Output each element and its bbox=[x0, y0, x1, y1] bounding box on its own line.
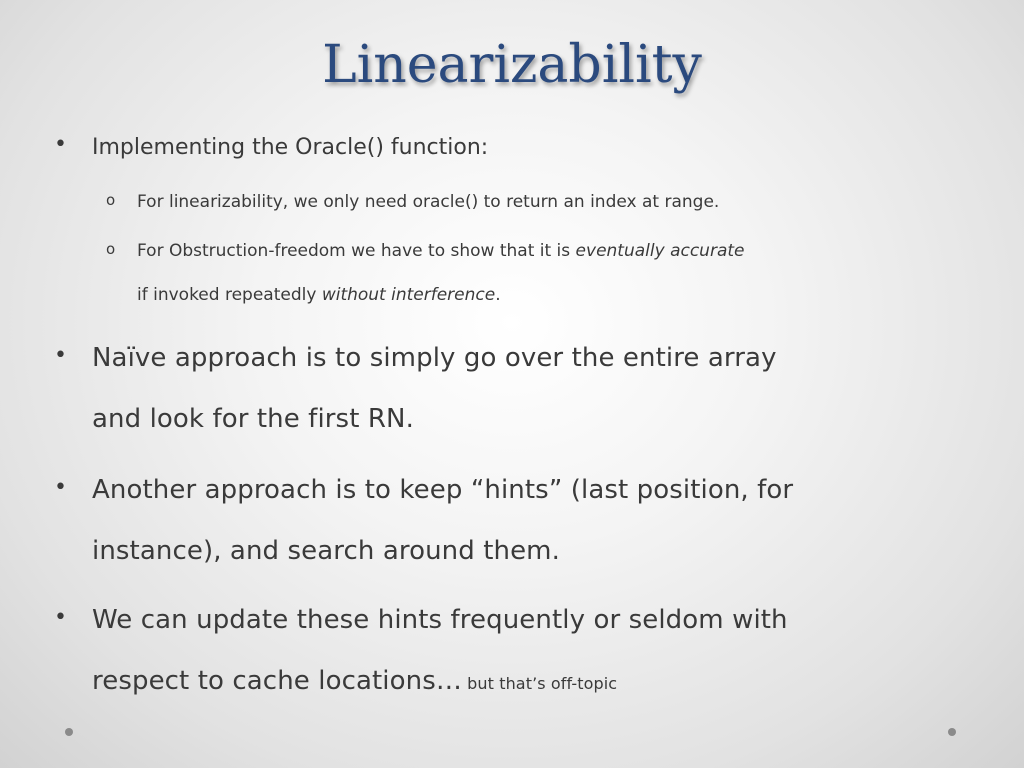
bullet-text-hints-line1: Another approach is to keep “hints” (last position, for bbox=[92, 475, 794, 505]
subbullet-marker: o bbox=[106, 191, 116, 209]
subbullet-text-emphasis: without interference bbox=[321, 285, 496, 305]
bullet-marker: • bbox=[54, 475, 67, 500]
bullet-marker: • bbox=[54, 343, 67, 368]
subbullet-text-emphasis: eventually accurate bbox=[575, 241, 745, 261]
subbullet-text-obstruction-line1 bbox=[137, 229, 744, 274]
bullet-text-oracle: Implementing the Oracle() function: bbox=[92, 135, 489, 160]
corner-dot-left bbox=[65, 728, 73, 736]
bullet-text-update-aside: but that’s off-topic bbox=[461, 674, 618, 693]
subbullet-text-obstruction-line2 bbox=[137, 273, 501, 318]
bullet-text-hints-line2: instance), and search around them. bbox=[92, 536, 560, 566]
bullet-text-update-line1: We can update these hints frequently or seldom with bbox=[92, 605, 788, 635]
slide-title: Linearizability bbox=[322, 35, 702, 95]
bullet-marker: • bbox=[54, 132, 67, 157]
subbullet-text-suffix: . bbox=[495, 285, 501, 305]
corner-dot-right bbox=[948, 728, 956, 736]
bullet-marker: • bbox=[54, 605, 67, 630]
bullet-text-update-main: respect to cache locations… bbox=[92, 666, 462, 696]
bullet-text-update-line2 bbox=[92, 650, 617, 715]
bullet-text-naive-line2: and look for the first RN. bbox=[92, 404, 414, 434]
subbullet-marker: o bbox=[106, 240, 116, 258]
subbullet-text-linearizability: For linearizability, we only need oracle() to return an index at range. bbox=[137, 192, 720, 212]
bullet-text-naive-line1: Naïve approach is to simply go over the entire array bbox=[92, 343, 777, 373]
subbullet-text-prefix: For Obstruction-freedom we have to show that it is bbox=[137, 241, 576, 261]
subbullet-text-prefix: if invoked repeatedly bbox=[137, 285, 322, 305]
